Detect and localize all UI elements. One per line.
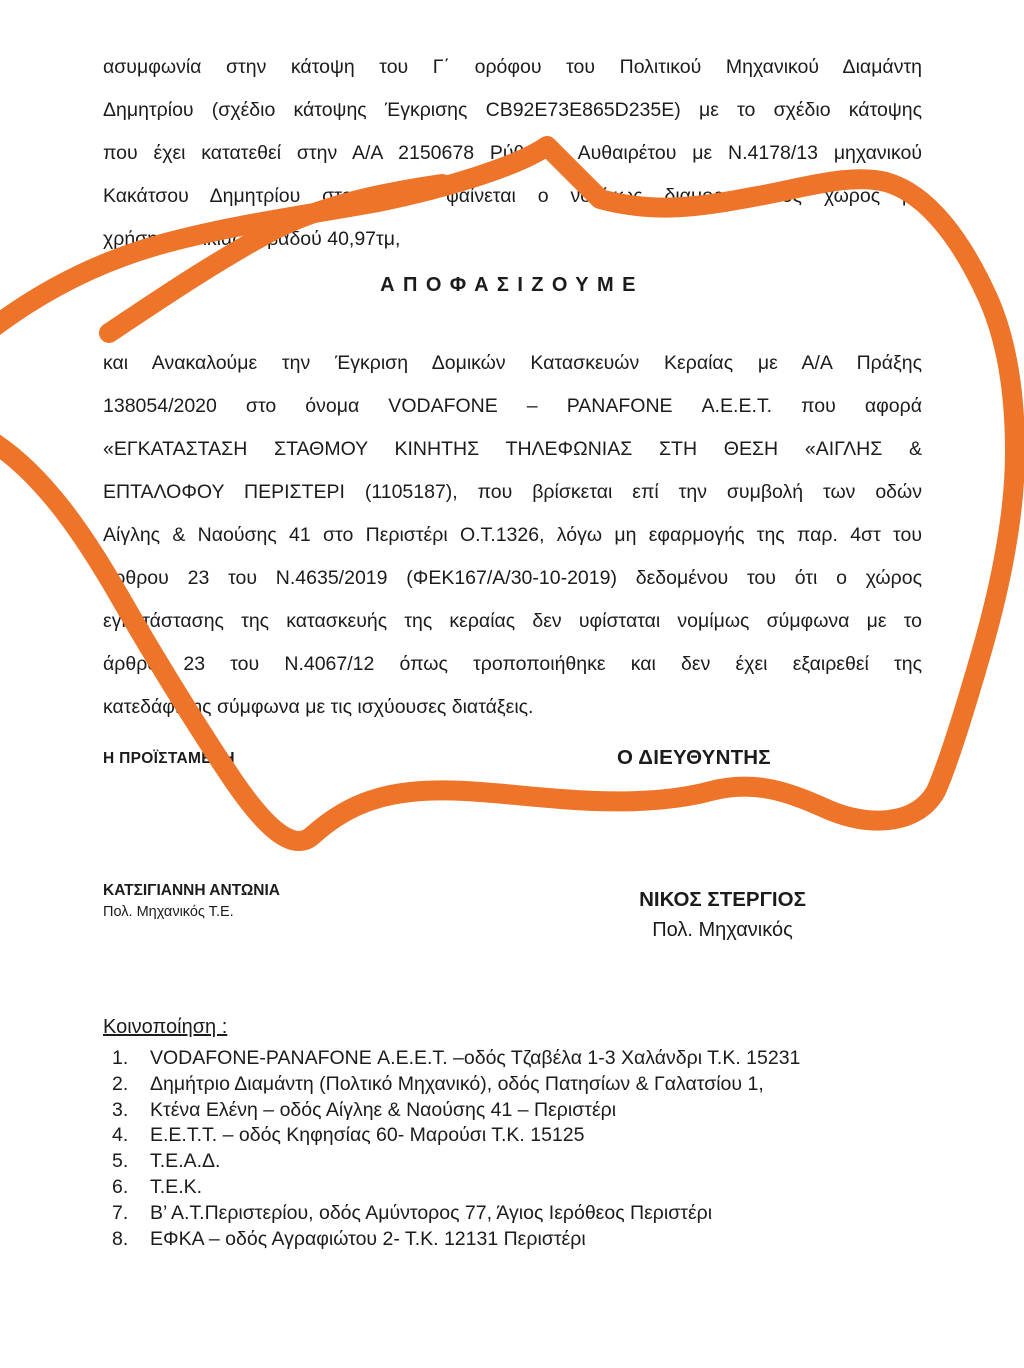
- item-text: Ε.Ε.Τ.Τ. – οδός Κηφησίας 60- Μαρούσι Τ.Κ. 15125: [150, 1124, 585, 1147]
- distribution-item: [112, 1227, 972, 1253]
- item-number: 6.: [112, 1175, 129, 1198]
- item-text: Β’ Α.Τ.Περιστερίου, οδός Αμύντορος 77, Άγιος Ιερόθεος Περιστέρι: [150, 1201, 713, 1224]
- item-number: 2.: [112, 1072, 129, 1095]
- item-number: 5.: [112, 1150, 129, 1173]
- item-number: 8.: [112, 1227, 129, 1250]
- signature-title-right: Ο ΔΙΕΥΘΥΝΤΗΣ: [617, 746, 771, 769]
- intro-line-5: χρήση κατοικίας εμβαδού 40,97τμ,: [103, 228, 401, 250]
- distribution-item: [112, 1072, 972, 1098]
- decision-line-3: «ΕΓΚΑΤΑΣΤΑΣΗ ΣΤΑΘΜΟΥ ΚΙΝΗΤΗΣ ΤΗΛΕΦΩΝΙΑΣ ΣΤΗ ΘΕΣΗ «ΑΙΓΛΗΣ &: [103, 438, 922, 460]
- distribution-item: [112, 1149, 972, 1175]
- distribution-item: [112, 1123, 972, 1149]
- intro-line-3: που έχει κατατεθεί στην Α/Α 2150678 Ρύθμιση Αυθαιρέτου με Ν.4178/13 μηχανικού: [103, 142, 922, 164]
- distribution-item: [112, 1046, 972, 1072]
- decision-line-7: εγκατάστασης της κατασκευής της κεραίας δεν υφίσταται νομίμως σύμφωνα με το: [103, 610, 922, 632]
- decision-line-4: ΕΠΤΑΛΟΦΟΥ ΠΕΡΙΣΤΕΡΙ (1105187), που βρίσκεται επί την συμβολή των οδών: [103, 481, 922, 503]
- distribution-item: [112, 1201, 972, 1227]
- intro-line-4: Κακάτσου Δημητρίου στο οποίο φαίνεται ο νομίμως διαμορφωμένος χώρος με: [103, 185, 922, 207]
- item-text: Τ.Ε.Κ.: [150, 1175, 203, 1198]
- distribution-heading: Κοινοποίηση :: [103, 1016, 228, 1038]
- intro-line-2: Δημητρίου (σχέδιο κάτοψης Έγκρισης CB92E73E865D235E) με το σχέδιο κάτοψης: [103, 99, 922, 121]
- item-number: 3.: [112, 1098, 129, 1121]
- item-text: Κτένα Ελένη – οδός Αίγληε & Ναούσης 41 – Περιστέρι: [150, 1098, 617, 1121]
- signature-name-left: ΚΑΤΣΙΓΙΑΝΝΗ ΑΝΤΩΝΙΑ: [103, 882, 281, 899]
- item-number: 1.: [112, 1047, 129, 1069]
- item-text: Τ.Ε.Α.Δ.: [150, 1150, 221, 1173]
- decision-line-9: κατεδάφισης σύμφωνα με τις ισχύουσες διατάξεις.: [103, 696, 534, 718]
- signature-role-left: Πολ. Μηχανικός Τ.Ε.: [103, 904, 234, 920]
- item-number: 7.: [112, 1201, 129, 1224]
- signature-block-right: [625, 888, 820, 942]
- item-text: VODAFONE-PANAFONE Α.Ε.Ε.Τ. –οδός Τζαβέλα 1-3 Χαλάνδρι Τ.Κ. 15231: [150, 1047, 801, 1069]
- decision-line-2: 138054/2020 στο όνομα VODAFONE – PANAFONE Α.Ε.Ε.Τ. που αφορά: [103, 395, 922, 417]
- decision-line-5: Αίγλης & Ναούσης 41 στο Περιστέρι Ο.Τ.1326, λόγω μη εφαρμογής της παρ. 4στ του: [103, 524, 922, 546]
- decision-heading: ΑΠΟΦΑΣΙΖΟΥΜΕ: [380, 274, 644, 296]
- distribution-item: [112, 1175, 972, 1201]
- distribution-list: [112, 1046, 972, 1252]
- intro-paragraph: [103, 46, 922, 261]
- decision-line-6: άρθρου 23 του Ν.4635/2019 (ΦΕΚ167/Α/30-10-2019) δεδομένου του ότι ο χώρος: [103, 567, 922, 589]
- signature-title-left: Η ΠΡΟΪΣΤΑΜΕΝΗ: [103, 750, 235, 767]
- decision-line-8: άρθρο 23 του Ν.4067/12 όπως τροποποιήθηκε και δεν έχει εξαιρεθεί της: [103, 653, 922, 675]
- decision-line-1: και Ανακαλούμε την Έγκριση Δομικών Κατασκευών Κεραίας με Α/Α Πράξης: [103, 352, 922, 374]
- item-text: Δημήτριο Διαμάντη (Πολτικό Μηχανικό), οδός Πατησίων & Γαλατσίου 1,: [150, 1072, 764, 1095]
- signature-role-right: Πολ. Μηχανικός: [652, 919, 793, 941]
- item-number: 4.: [112, 1124, 129, 1147]
- signature-name-right: ΝΙΚΟΣ ΣΤΕΡΓΙΟΣ: [639, 888, 806, 911]
- intro-line-1: ασυμφωνία στην κάτοψη του Γ΄ ορόφου του Πολιτικού Μηχανικού Διαμάντη: [103, 56, 922, 78]
- distribution-item: [112, 1098, 972, 1124]
- decision-paragraph: [103, 342, 922, 729]
- item-text: ΕΦΚΑ – οδός Αγραφιώτου 2- Τ.Κ. 12131 Περιστέρι: [150, 1227, 586, 1250]
